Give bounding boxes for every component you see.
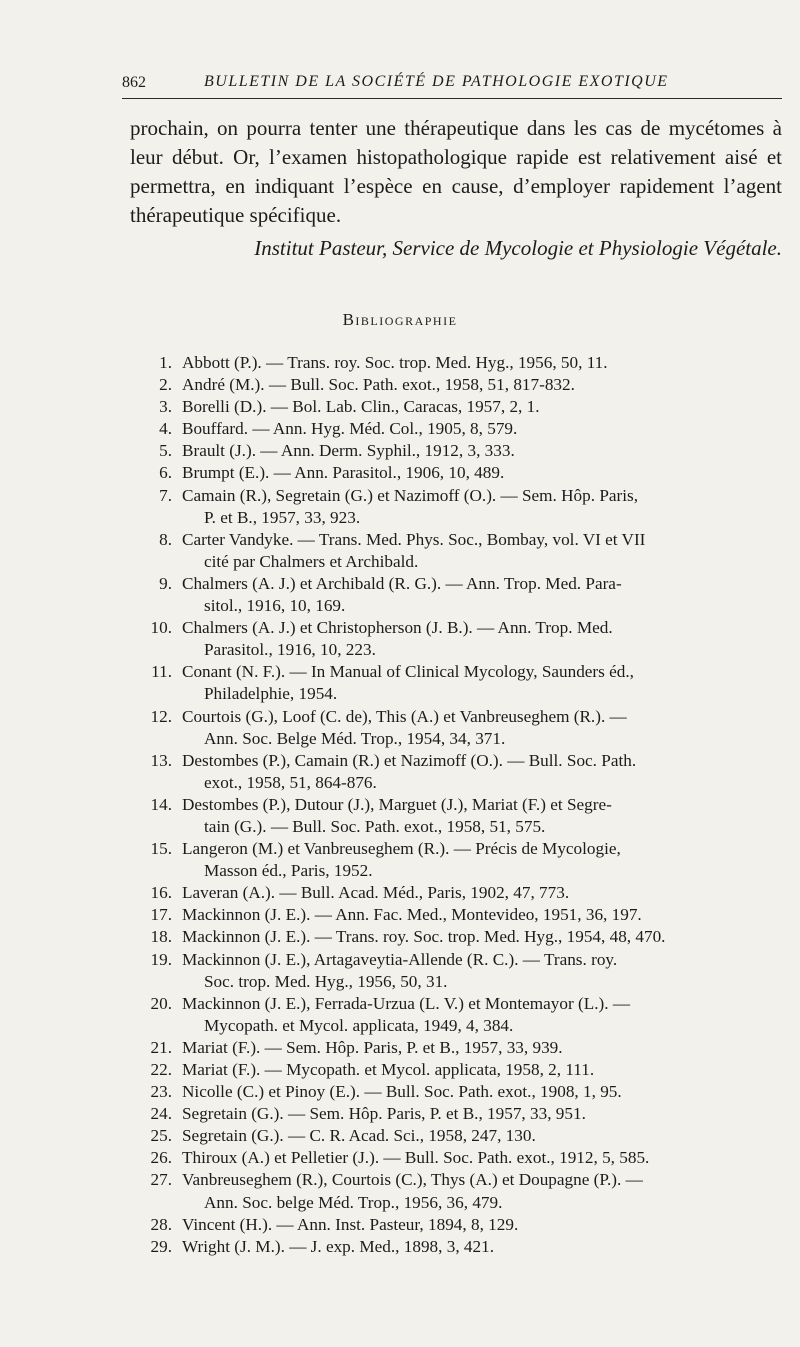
entry-text: Langeron (M.) et Vanbreuseghem (R.). — Précis de Mycologie, — [182, 839, 621, 859]
bibliography-entry — [128, 1169, 788, 1213]
bibliography-entry — [128, 1081, 788, 1103]
bibliography-entry — [128, 904, 788, 926]
bibliography-list — [128, 352, 788, 1258]
entry-number: 22. — [150, 1060, 172, 1079]
entry-continuation: exot., 1958, 51, 864-876. — [204, 772, 377, 792]
bibliography-entry — [128, 661, 788, 705]
entry-number: 14. — [150, 794, 172, 814]
entry-number: 7. — [159, 485, 172, 505]
entry-number: 6. — [159, 463, 172, 483]
entry-number: 15. — [150, 839, 172, 859]
entry-text: Mackinnon (J. E.). — Trans. roy. Soc. trop. Med. Hyg., 1954, 48, 470. — [182, 927, 666, 947]
bibliography-entry — [128, 418, 788, 440]
entry-number: 3. — [159, 397, 172, 417]
entry-number: 24. — [150, 1104, 172, 1124]
page-number: 862 — [122, 74, 146, 91]
bibliography-entry — [128, 1037, 788, 1059]
entry-text: Bouffard. — Ann. Hyg. Méd. Col., 1905, 8, 579. — [182, 419, 518, 439]
entry-continuation: Soc. trop. Med. Hyg., 1956, 50, 31. — [204, 971, 448, 991]
bibliography-entry — [128, 352, 788, 374]
entry-number: 20. — [150, 993, 172, 1013]
bibliography-entry — [128, 1236, 788, 1258]
entry-number: 2. — [159, 375, 172, 395]
entry-text: Mackinnon (J. E.). — Ann. Fac. Med., Montevideo, 1951, 36, 197. — [182, 905, 642, 925]
entry-text: Chalmers (A. J.) et Archibald (R. G.). — Ann. Trop. Med. Para- — [182, 573, 622, 593]
bibliography-entry — [128, 926, 788, 948]
bibliography-entry — [128, 485, 788, 529]
entry-text: Segretain (G.). — C. R. Acad. Sci., 1958, 247, 130. — [182, 1126, 536, 1146]
bibliography-entry — [128, 573, 788, 617]
bibliography-entry — [128, 1059, 788, 1081]
entry-number: 9. — [159, 573, 172, 593]
entry-continuation: tain (G.). — Bull. Soc. Path. exot., 1958, 51, 575. — [204, 816, 546, 836]
running-head — [122, 70, 782, 99]
entry-text: Brumpt (E.). — Ann. Parasitol., 1906, 10, 489. — [182, 463, 505, 483]
entry-text: Carter Vandyke. — Trans. Med. Phys. Soc., Bombay, vol. VI et VII — [182, 529, 646, 549]
bibliography-heading: Bibliographie — [342, 310, 458, 329]
entry-text: Laveran (A.). — Bull. Acad. Méd., Paris, 1902, 47, 773. — [182, 883, 570, 903]
entry-number: 19. — [150, 949, 172, 969]
entry-text: Vincent (H.). — Ann. Inst. Pasteur, 1894, 8, 129. — [182, 1214, 519, 1234]
affiliation: Institut Pasteur, Service de Mycologie et Physiologie Végétale. — [254, 236, 782, 260]
entry-continuation: Ann. Soc. Belge Méd. Trop., 1954, 34, 371. — [204, 728, 506, 748]
entry-text: Destombes (P.), Camain (R.) et Nazimoff (O.). — Bull. Soc. Path. — [182, 750, 637, 770]
bibliography-entry — [128, 1214, 788, 1236]
bibliography-entry — [128, 374, 788, 396]
entry-text: Camain (R.), Segretain (G.) et Nazimoff (O.). — Sem. Hôp. Paris, — [182, 485, 639, 505]
entry-number: 13. — [150, 750, 172, 770]
entry-number: 16. — [150, 883, 172, 903]
entry-number: 12. — [150, 706, 172, 726]
entry-text: Mackinnon (J. E.), Artagaveytia-Allende (R. C.). — Trans. roy. — [182, 949, 618, 969]
bibliography-entry — [128, 993, 788, 1037]
bibliography-entry — [128, 462, 788, 484]
entry-continuation: Masson éd., Paris, 1952. — [204, 861, 373, 881]
bibliography-entry — [128, 1125, 788, 1147]
entry-number: 29. — [150, 1236, 172, 1256]
entry-continuation: Mycopath. et Mycol. applicata, 1949, 4, 384. — [204, 1015, 514, 1035]
entry-number: 17. — [150, 905, 172, 925]
entry-text: Wright (J. M.). — J. exp. Med., 1898, 3, 421. — [182, 1236, 495, 1256]
entry-text: Vanbreuseghem (R.), Courtois (C.), Thys (A.) et Doupagne (P.). — — [182, 1170, 643, 1190]
entry-number: 4. — [159, 419, 172, 439]
entry-text: Mariat (F.). — Sem. Hôp. Paris, P. et B., 1957, 33, 939. — [182, 1037, 563, 1057]
entry-number: 21. — [150, 1037, 172, 1057]
entry-text: Abbott (P.). — Trans. roy. Soc. trop. Med. Hyg., 1956, 50, 11. — [182, 353, 608, 372]
bibliography-entry — [128, 750, 788, 794]
bibliography-entry — [128, 1147, 788, 1169]
entry-text: Courtois (G.), Loof (C. de), This (A.) et Vanbreuseghem (R.). — — [182, 706, 627, 726]
entry-number: 28. — [150, 1214, 172, 1234]
entry-number: 5. — [159, 441, 172, 461]
entry-number: 10. — [150, 618, 172, 638]
entry-text: Brault (J.). — Ann. Derm. Syphil., 1912, 3, 333. — [182, 441, 515, 461]
entry-number: 8. — [159, 529, 172, 549]
bibliography-entry — [128, 838, 788, 882]
entry-text: Mackinnon (J. E.), Ferrada-Urzua (L. V.) et Montemayor (L.). — — [182, 993, 631, 1013]
entry-continuation: cité par Chalmers et Archibald. — [204, 551, 419, 571]
entry-continuation: Parasitol., 1916, 10, 223. — [204, 640, 376, 660]
bibliography-entry — [128, 882, 788, 904]
entry-continuation: sitol., 1916, 10, 169. — [204, 596, 346, 616]
entry-number: 27. — [150, 1170, 172, 1190]
bibliography-entry — [128, 1103, 788, 1125]
entry-text: Nicolle (C.) et Pinoy (E.). — Bull. Soc. Path. exot., 1908, 1, 95. — [182, 1082, 622, 1102]
entry-continuation: P. et B., 1957, 33, 923. — [204, 507, 361, 527]
entry-text: Chalmers (A. J.) et Christopherson (J. B.). — Ann. Trop. Med. — [182, 618, 613, 638]
body-paragraph: prochain, on pourra tenter une thérapeutique dans les cas de mycétomes à leur début. Or, l’examen histopathologique rapide est relativement aisé et permettra, en indiquant l’espèce en cause, d’employer rapidement l’agent thérapeutique spécifique. — [130, 116, 782, 227]
entry-text: Segretain (G.). — Sem. Hôp. Paris, P. et B., 1957, 33, 951. — [182, 1104, 586, 1124]
journal-title: BULLETIN DE LA SOCIÉTÉ DE PATHOLOGIE EXOTIQUE — [204, 73, 669, 90]
entry-number: 18. — [150, 927, 172, 947]
entry-text: Destombes (P.), Dutour (J.), Marguet (J.), Mariat (F.) et Segre- — [182, 794, 612, 814]
entry-text: Conant (N. F.). — In Manual of Clinical Mycology, Saunders éd., — [182, 662, 634, 682]
entry-number: 25. — [150, 1126, 172, 1146]
bibliography-entry — [128, 440, 788, 462]
bibliography-entry — [128, 396, 788, 418]
entry-text: Thiroux (A.) et Pelletier (J.). — Bull. Soc. Path. exot., 1912, 5, 585. — [182, 1148, 650, 1168]
bibliography-entry — [128, 949, 788, 993]
entry-text: Borelli (D.). — Bol. Lab. Clin., Caracas, 1957, 2, 1. — [182, 397, 540, 417]
entry-continuation: Philadelphie, 1954. — [204, 684, 338, 704]
bibliography-entry — [128, 706, 788, 750]
entry-number: 26. — [150, 1148, 172, 1168]
entry-number: 1. — [159, 353, 172, 372]
entry-text: Mariat (F.). — Mycopath. et Mycol. applicata, 1958, 2, 111. — [182, 1060, 595, 1079]
bibliography-entry — [128, 794, 788, 838]
entry-continuation: Ann. Soc. belge Méd. Trop., 1956, 36, 479. — [204, 1192, 503, 1212]
entry-number: 11. — [151, 662, 172, 682]
entry-number: 23. — [150, 1082, 172, 1102]
bibliography-entry — [128, 529, 788, 573]
entry-text: André (M.). — Bull. Soc. Path. exot., 1958, 51, 817-832. — [182, 375, 575, 395]
bibliography-entry — [128, 617, 788, 661]
